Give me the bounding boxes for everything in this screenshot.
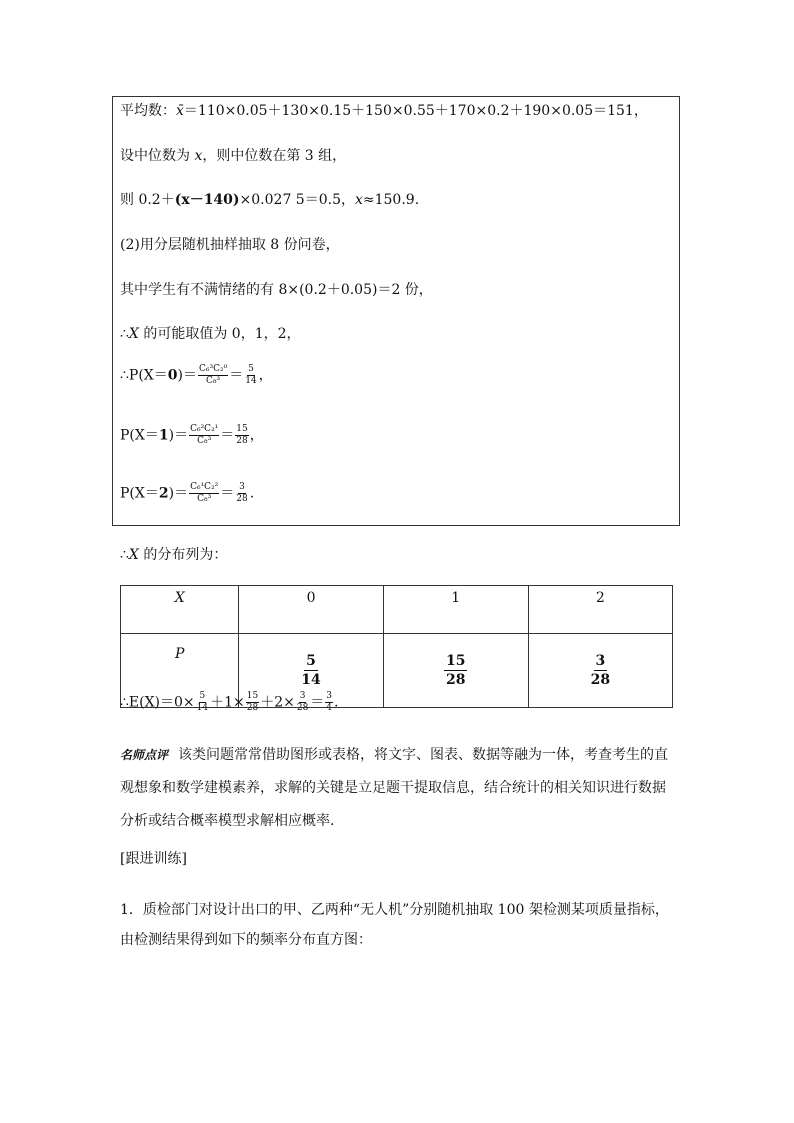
p1-line — [120, 424, 264, 447]
p0-num: 5 — [248, 364, 254, 374]
p2-comb-num: C₆¹C₂² — [190, 482, 219, 492]
p0-comb-fraction — [198, 364, 228, 387]
p1-prefix: P(X＝ — [120, 427, 159, 444]
prob-fraction — [444, 652, 467, 689]
distribution-intro — [120, 544, 227, 564]
p1-den: 28 — [236, 436, 248, 446]
frac-num: 5 — [199, 691, 206, 701]
median-eq-result: ≈150.9. — [362, 192, 420, 208]
mean-line — [120, 100, 648, 120]
mean-label: 平均数： — [120, 103, 176, 119]
frac-num: 3 — [326, 691, 333, 701]
values-variable: X — [128, 326, 139, 342]
values-text: 的可能取值为 0，1，2， — [138, 326, 301, 342]
frac-den: 28 — [296, 703, 309, 713]
header-value: 2 — [595, 590, 605, 606]
p0-fraction — [244, 364, 257, 387]
mean-symbol: x̄ — [176, 103, 184, 119]
prob-den: 28 — [590, 672, 611, 688]
p2-den: 28 — [236, 494, 248, 504]
table-row — [121, 586, 673, 634]
p2-prefix: P(X＝ — [120, 485, 159, 502]
p2-num: 3 — [239, 482, 245, 492]
expectation-prefix: ∴E(X)＝0× — [120, 694, 195, 711]
expectation-fraction — [296, 691, 309, 714]
median-eq-variable: x — [354, 192, 363, 208]
expectation-fraction — [325, 691, 333, 714]
prob-num: 5 — [306, 653, 316, 669]
median-eq-text: 则 0.2＋ — [120, 192, 175, 208]
median-intro-text: 设中位数为 — [120, 148, 195, 164]
part2-students-text: 其中学生有不满情绪的有 8×(0.2＋0.05)＝2 份， — [120, 282, 433, 298]
frac-num: 15 — [246, 691, 259, 701]
p1-end: ， — [249, 427, 264, 444]
p2-fraction — [235, 482, 248, 505]
prob-den: 28 — [445, 672, 466, 688]
p0-mid: )＝ — [177, 367, 197, 384]
p1-comb-num: C₆²C₂¹ — [190, 424, 219, 434]
p2-comb-fraction — [189, 482, 219, 505]
table-cell — [528, 634, 672, 708]
practice-question: 1．质检部门对设计出口的甲、乙两种“无人机”分别随机抽取 100 架检测某项质量指标，由检测结果得到如下的频率分布直方图： — [120, 902, 669, 948]
median-variable: x — [194, 148, 203, 164]
therefore-symbol: ∴ — [120, 547, 129, 563]
p0-comb-den: C₈³ — [206, 376, 221, 386]
comment-tag: 名师点评 — [120, 748, 169, 762]
median-equation-line — [120, 189, 419, 209]
table-cell — [383, 634, 528, 708]
table-header-cell — [239, 586, 383, 634]
p0-k: 0 — [167, 367, 178, 384]
p0-line — [120, 364, 273, 387]
practice-heading: [跟进训练] — [120, 851, 187, 867]
p1-comb-den: C₈³ — [197, 436, 212, 446]
values-line — [120, 323, 301, 343]
row-label-p: P — [175, 646, 185, 662]
frac-den: 28 — [246, 703, 259, 713]
median-eq-text-2: ×0.027 5＝0.5， — [239, 192, 355, 208]
expectation-op: ＋2× — [260, 694, 295, 711]
p2-comb-den: C₈³ — [197, 494, 212, 504]
prob-num: 3 — [595, 653, 606, 669]
therefore-symbol: ∴ — [120, 326, 129, 342]
frac-den: 4 — [326, 703, 333, 713]
header-x: X — [174, 590, 185, 606]
expectation-op: ＋1× — [210, 694, 245, 711]
p2-end: . — [249, 485, 255, 502]
header-value: 1 — [451, 590, 461, 606]
table-header-cell — [528, 586, 672, 634]
table-header-cell — [121, 586, 239, 634]
p2-k: 2 — [158, 485, 169, 502]
expectation-fraction — [246, 691, 259, 714]
p1-k: 1 — [158, 427, 169, 444]
p0-eq: ＝ — [229, 367, 244, 384]
p0-prefix: ∴P(X＝ — [120, 367, 168, 384]
part2-line — [120, 234, 340, 254]
table-header-cell — [383, 586, 528, 634]
p0-comb-num: C₆³C₂⁰ — [198, 364, 228, 374]
p1-num: 15 — [236, 424, 248, 434]
median-intro-text-2: ，则中位数在第 3 组， — [202, 148, 347, 164]
expectation-eq: ＝ — [310, 694, 325, 711]
p0-den: 14 — [245, 376, 257, 386]
part2-students-line — [120, 279, 433, 299]
prob-fraction — [299, 652, 322, 689]
frac-num: 3 — [299, 691, 306, 701]
expectation-line — [120, 691, 338, 714]
p1-comb-fraction — [189, 424, 219, 447]
median-eq-bold: (x－140) — [174, 192, 240, 208]
prob-den: 14 — [301, 672, 321, 688]
mean-expression: ＝110×0.05＋130×0.15＋150×0.55＋170×0.2＋190×0.05＝151， — [183, 103, 648, 119]
p2-mid: )＝ — [168, 485, 189, 502]
distribution-intro-text: 的分布列为： — [138, 547, 228, 563]
comment-text: 该类问题常常借助图形或表格，将文字、图表、数据等融为一体，考查考生的直观想象和数学建模素养，求解的关键是立足题干提取信息，结合统计的相关知识进行数据分析或结合概率模型求解相应概率. — [120, 747, 669, 829]
p1-fraction — [235, 424, 248, 447]
distribution-variable: X — [128, 547, 139, 563]
p2-eq: ＝ — [220, 485, 235, 502]
p1-eq: ＝ — [220, 427, 235, 444]
header-value: 0 — [306, 590, 316, 606]
prob-fraction — [589, 652, 612, 689]
distribution-table — [120, 585, 673, 708]
p1-mid: )＝ — [168, 427, 189, 444]
frac-den: 14 — [196, 703, 209, 713]
prob-num: 15 — [445, 653, 466, 669]
teacher-comment — [120, 739, 676, 838]
p2-line — [120, 482, 254, 505]
expectation-fraction — [196, 691, 209, 714]
median-intro-line — [120, 145, 346, 165]
p0-end: ， — [258, 367, 273, 384]
expectation-end: . — [334, 694, 339, 711]
part2-text: (2)用分层随机抽样抽取 8 份问卷， — [120, 237, 340, 253]
